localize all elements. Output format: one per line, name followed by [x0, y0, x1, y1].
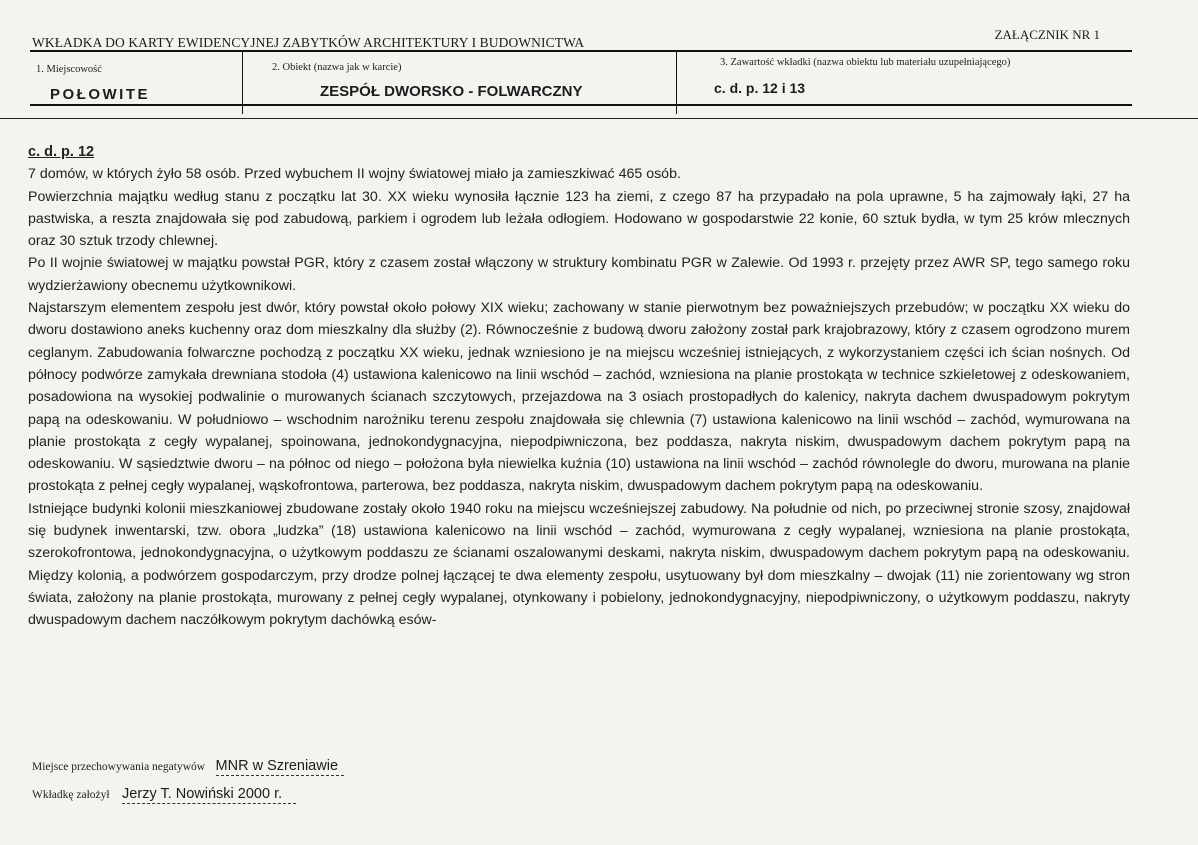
author-label: Wkładkę założył: [32, 789, 110, 801]
form-title: WKŁADKA DO KARTY EWIDENCYJNEJ ZABYTKÓW ARCHITEKTURY I BUDOWNICTWA: [32, 35, 585, 50]
storage-label: Miejsce przechowywania negatywów: [32, 761, 206, 773]
paragraph: 7 domów, w których żyło 58 osób. Przed wybuchem II wojny światowej miało ja zamieszkiwać 465 osób.: [28, 166, 681, 183]
location-value: POŁOWITE: [50, 86, 150, 103]
storage-value: MNR w Szreniawie: [216, 758, 344, 776]
paragraph: Powierzchnia majątku według stanu z początku lat 30. XX wieku wynosiła łącznie 123 ha ziemi, z czego 87 ha przypadało na pola uprawne, 5 ha zajmowały łąki, 27 ha pastwiska, a reszta znajdowała się pod zabudową, parkiem i ogrodem lub leżała odłogiem. Hodowano w gospodarstwie 22 konie, 60 sztuk bydła, w tym 25 krów mlecznych oraz 30 sztuk trzody chlewnej.: [28, 188, 1130, 250]
paragraph: Po II wojnie światowej w majątku powstał PGR, który z czasem został włączony w struktury kombinatu PGR w Zalewie. Od 1993 r. przejęty przez AWR SP, tego samego roku wydzierżawiony obecnemu użytkownikowi.: [28, 255, 1130, 294]
object-value: ZESPÓŁ DWORSKO - FOLWARCZNY: [320, 83, 583, 100]
content-value: c. d. p. 12 i 13: [714, 80, 806, 96]
storage-row: [32, 757, 344, 775]
author-row: [32, 785, 296, 803]
header-bottom-rule: [30, 104, 1132, 106]
paragraph: Najstarszym elementem zespołu jest dwór, który powstał około połowy XIX wieku; zachowany w stanie pierwotnym bez poważniejszych przebudów; w początku XX wieku do dworu dostawiono aneks kuchenny oraz dom mieszkalny dla służby (2). Równocześnie z budową dworu założony został park krajobrazowy, który z czasem ogrodzono murem ceglanym. Zabudowania folwarczne pochodzą z początku XX wieku, jednak wzniesiono je na miejscu wcześniej istniejących, z wykorzystaniem części ich ścian nośnych. Od północy podwórze zamykała drewniana stodoła (4) ustawiona kalenicowo na linii wschód – zachód, wzniesiona na planie prostokąta w technice szkieletowej z odeskowaniem, posadowiona na wysokiej podwalinie o murowanych ścianach szczytowych, przejazdowa na 3 osiach prostopadłych do kalenicy, nakryta dachem dwuspadowym pokrytym papą na odeskowaniu. W południowo – wschodnim narożniku terenu zespołu znajdowała się chlewnia (7) ustawiona kalenicowo na linii wschód – zachód, wymurowana na planie prostokąta z cegły wypalanej, spoinowana, jednokondygnacyjna, niepodpiwniczona, bez poddasza, nakryta niskim, dwuspadowym dachem pokrytym papą na odeskowaniu. W sąsiedztwie dworu – na północ od niego – położona była niewielka kuźnia (10) ustawiona na linii wschód – zachód równolegle do dworu, murowana na planie prostokąta z pełnej cegły wypalanej, wąskofrontowa, parterowa, bez poddasza, nakryta niskim, dwuspadowym dachem pokrytym papą na odeskowaniu.: [28, 300, 1130, 495]
header-top-rule: [30, 50, 1132, 52]
section-reference: c. d. p. 12: [28, 144, 95, 160]
paragraph: Istniejące budynki kolonii mieszkaniowej zbudowane zostały około 1940 roku na miejscu wcześniejszej zabudowy. Na południe od nich, po przeciwnej stronie szosy, znajdował się budynek inwentarski, tzw. obora „ludzka” (18) ustawiona kalenicowo na linii wschód – zachód, wymurowana z cegły wypalanej, wzniesiona na planie prostokąta, szerokofrontowa, jednokondygnacyjna, o użytkowym poddaszu ze ścianami oszalowanymi deskami, nakryta niskim, dwuspadowym dachem pokrytym papą na odeskowaniu. Między kolonią, a podwórzem gospodarczym, przy drodze polnej łączącej te dwa elementy zespołu, usytuowany był dom mieszkalny – dwojak (11) nie zorientowany wg stron świata, założony na planie prostokąta, murowany z pełnej cegły wypalanej, otynkowany i pobielony, jednokondygnacyjny, niepodpiwniczony, o użytkowym poddaszu, nakryty dwuspadowym dachem naczółkowym pokrytym dachówką esów-: [28, 500, 1130, 629]
content-label: 3. Zawartość wkładki (nazwa obiektu lub materiału uzupełniającego): [720, 57, 1011, 68]
object-label: 2. Obiekt (nazwa jak w karcie): [272, 62, 402, 73]
annex-label: ZAŁĄCZNIK NR 1: [994, 27, 1100, 42]
location-label: 1. Miejscowość: [36, 64, 102, 75]
body-text: [28, 141, 1130, 632]
section-separator: [0, 118, 1198, 119]
author-value: Jerzy T. Nowiński 2000 r.: [122, 786, 296, 804]
